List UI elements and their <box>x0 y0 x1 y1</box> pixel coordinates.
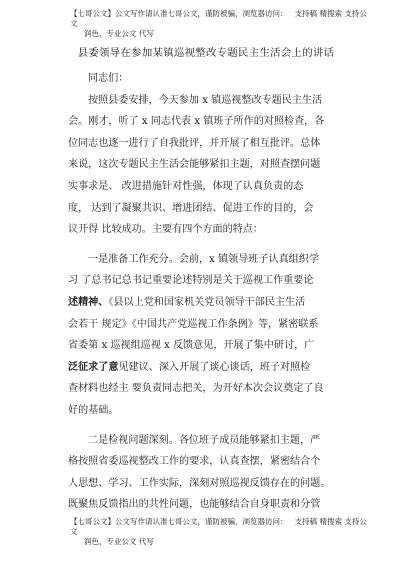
paragraph-line: 既聚焦反馈指出的共性问题，也能够结合自身职责和分管 <box>68 499 321 511</box>
paragraph-line: 度， 达到了凝聚共识、增进团结、促进工作的目的，会 <box>68 202 314 214</box>
paragraph-line: 省委第 x 巡视组巡视 x 反馈意见，开展了集中研讨，广 <box>68 340 315 352</box>
document-title: 县委领导在参加某镇巡视整改专题民主生活会上的讲话 <box>77 47 335 59</box>
paragraph-line: 位同志也逐一进行了自我批评，并开展了相互批评。总体 <box>68 137 321 149</box>
paragraph-line: 查材料也经主 要负责同志把关，为开好本次会议奠定了良 <box>68 383 324 395</box>
header-ad-banner <box>70 9 370 39</box>
paragraph-line: 会。刚才，听了 x 同志代表 x 镇班子所作的对照检查，各 <box>68 116 325 128</box>
banner-line: 润色，专业公文 代写 <box>84 537 154 546</box>
paragraph-line: 格按照省委巡视整改工作的要求，认真查摆，紧密结合个 <box>68 456 321 468</box>
paragraph-line: 习 了总书记总书记重要论述特别是关于巡视工作重要论 <box>68 275 314 287</box>
footer-ad-banner <box>70 517 370 547</box>
paragraph-line: 会若干 规定》《中国共产党巡视工作条例》等，紧密联系 <box>68 318 319 330</box>
paragraph-line: 议开得 比较成功。主要有四个方面的特点： <box>68 224 263 236</box>
paragraph-line: 来说，这次专题民主生活会能够紧扣主题，对照查摆问题 <box>68 159 321 171</box>
banner-line: 润色，专业公文 代写 <box>84 29 154 38</box>
banner-line: 【七哥公文】公文写作请认准七哥公文，谨防被骗，浏览器访问： 支持稿 精搜索 支持公文 <box>70 517 367 536</box>
document-body <box>68 44 344 516</box>
paragraph-line: 一是准备工作充分。会前，x 镇领导班子认真组织学 <box>88 253 319 265</box>
salutation: 同志们： <box>88 73 129 84</box>
paragraph-line: 二是检视问题深刻。各位班子成员能够紧扣主题，严 <box>88 434 321 446</box>
paragraph-line: 人思想、学习、工作实际，深刻对照巡视反馈存在的问题。 <box>68 477 331 489</box>
banner-line: 【七哥公文】公文写作请认准七哥公文，谨防被骗，浏览器访问： 支持稿 精搜索 支持公文 <box>70 9 367 28</box>
paragraph-line: 实事求是、 改进措施针对性强，体现了认真负责的态 <box>68 180 304 192</box>
paragraph-line: 述精神、《县以上党和国家机关党员领导干部民主生活 <box>68 296 306 308</box>
paragraph-line: 好的基础。 <box>68 404 119 416</box>
paragraph-line: 泛征求了意见建议、深入开展了谈心谈话，班子对照检 <box>68 361 311 373</box>
paragraph-line: 按照县委安排，今天参加 x 镇巡视整改专题民主生活 <box>88 94 323 106</box>
